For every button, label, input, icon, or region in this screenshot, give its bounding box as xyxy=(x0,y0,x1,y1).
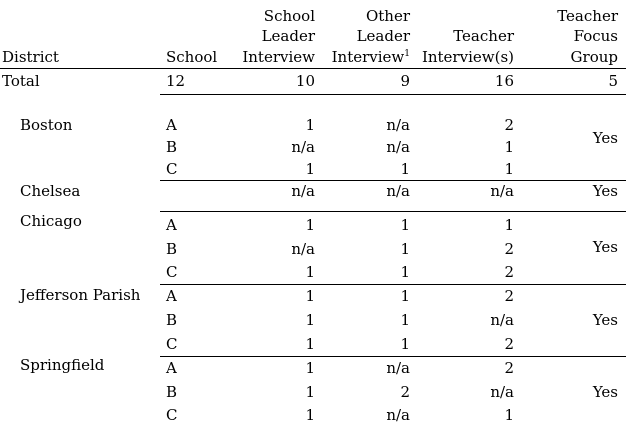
boston-c-school-leader: 1 xyxy=(305,160,315,178)
chelsea-other-leader: n/a xyxy=(386,182,410,200)
jefferson-a-school-leader: 1 xyxy=(305,287,315,305)
district-boston: Boston xyxy=(20,116,73,134)
boston-b-school-leader: n/a xyxy=(291,138,315,156)
jefferson-teacher-focus: Yes xyxy=(592,311,618,329)
header-other-leader-2: Leader xyxy=(356,27,410,45)
chicago-c-other-leader: 1 xyxy=(400,263,410,281)
boston-c-school: C xyxy=(166,160,178,178)
chicago-a-other-leader: 1 xyxy=(400,216,410,234)
chicago-a-school-leader: 1 xyxy=(305,216,315,234)
springfield-b-school: B xyxy=(166,383,178,401)
boston-b-other-leader: n/a xyxy=(386,138,410,156)
header-district: District xyxy=(2,48,59,66)
jefferson-c-other-leader: 1 xyxy=(400,335,410,353)
chicago-b-school: B xyxy=(166,240,178,258)
district-chicago: Chicago xyxy=(20,212,82,230)
header-other-leader-3 xyxy=(332,48,410,66)
total-teacher-interview: 16 xyxy=(494,72,514,90)
boston-c-other-leader: 1 xyxy=(400,160,410,178)
header-school-leader-2: Leader xyxy=(261,27,315,45)
chelsea-teacher-focus: Yes xyxy=(592,182,618,200)
header-school-leader-3: Interview xyxy=(242,48,315,66)
header-teacher-focus-2: Focus xyxy=(573,27,618,45)
boston-a-teacher-interview: 2 xyxy=(504,116,514,134)
boston-b-teacher-interview: 1 xyxy=(504,138,514,156)
jefferson-b-teacher-interview: n/a xyxy=(490,311,514,329)
header-teacher-interview-1: Teacher xyxy=(453,27,514,45)
chelsea-school-leader: n/a xyxy=(291,182,315,200)
boston-a-school: A xyxy=(166,116,177,134)
footnote-marker: 1 xyxy=(404,49,410,59)
springfield-a-other-leader: n/a xyxy=(386,359,410,377)
district-springfield: Springfield xyxy=(20,356,105,374)
chicago-b-teacher-interview: 2 xyxy=(504,240,514,258)
chicago-b-other-leader: 1 xyxy=(400,240,410,258)
header-teacher-focus-1: Teacher xyxy=(557,7,618,25)
boston-b-school: B xyxy=(166,138,178,156)
springfield-c-other-leader: n/a xyxy=(386,406,410,424)
jefferson-a-teacher-interview: 2 xyxy=(504,287,514,305)
springfield-b-teacher-interview: n/a xyxy=(490,383,514,401)
chicago-teacher-focus: Yes xyxy=(592,238,618,256)
jefferson-b-school-leader: 1 xyxy=(305,311,315,329)
boston-rule xyxy=(160,180,626,181)
header-rule xyxy=(0,68,626,69)
chicago-c-school-leader: 1 xyxy=(305,263,315,281)
jefferson-b-school: B xyxy=(166,311,178,329)
chicago-a-teacher-interview: 1 xyxy=(504,216,514,234)
boston-a-school-leader: 1 xyxy=(305,116,315,134)
springfield-b-school-leader: 1 xyxy=(305,383,315,401)
springfield-a-teacher-interview: 2 xyxy=(504,359,514,377)
header-school: School xyxy=(166,48,218,66)
chelsea-rule xyxy=(160,211,626,212)
chelsea-teacher-interview: n/a xyxy=(490,182,514,200)
jefferson-c-school: C xyxy=(166,335,178,353)
boston-c-teacher-interview: 1 xyxy=(504,160,514,178)
springfield-a-school-leader: 1 xyxy=(305,359,315,377)
jefferson-a-school: A xyxy=(166,287,177,305)
jefferson-c-school-leader: 1 xyxy=(305,335,315,353)
chicago-c-teacher-interview: 2 xyxy=(504,263,514,281)
header-teacher-interview-2: Interview(s) xyxy=(421,48,514,66)
header-other-leader-label: Interview xyxy=(331,48,405,66)
chicago-b-school-leader: n/a xyxy=(291,240,315,258)
jefferson-b-other-leader: 1 xyxy=(400,311,410,329)
boston-a-other-leader: n/a xyxy=(386,116,410,134)
jefferson-a-other-leader: 1 xyxy=(400,287,410,305)
chicago-a-school: A xyxy=(166,216,177,234)
springfield-teacher-focus: Yes xyxy=(592,383,618,401)
header-teacher-focus-3: Group xyxy=(570,48,618,66)
jefferson-rule xyxy=(160,356,626,357)
boston-teacher-focus: Yes xyxy=(592,129,618,147)
total-rule xyxy=(160,94,626,95)
district-jefferson-parish: Jefferson Parish xyxy=(20,286,141,304)
total-other-leader: 9 xyxy=(400,72,410,90)
springfield-b-other-leader: 2 xyxy=(400,383,410,401)
springfield-c-school: C xyxy=(166,406,178,424)
total-label: Total xyxy=(2,72,40,90)
total-teacher-focus: 5 xyxy=(608,72,618,90)
springfield-c-teacher-interview: 1 xyxy=(504,406,514,424)
chicago-c-school: C xyxy=(166,263,178,281)
header-school-leader-1: School xyxy=(263,7,315,25)
jefferson-c-teacher-interview: 2 xyxy=(504,335,514,353)
springfield-c-school-leader: 1 xyxy=(305,406,315,424)
springfield-a-school: A xyxy=(166,359,177,377)
district-chelsea: Chelsea xyxy=(20,182,81,200)
total-school-leader: 10 xyxy=(295,72,315,90)
total-school: 12 xyxy=(166,72,186,90)
chicago-rule xyxy=(160,284,626,285)
header-other-leader-1: Other xyxy=(365,7,410,25)
